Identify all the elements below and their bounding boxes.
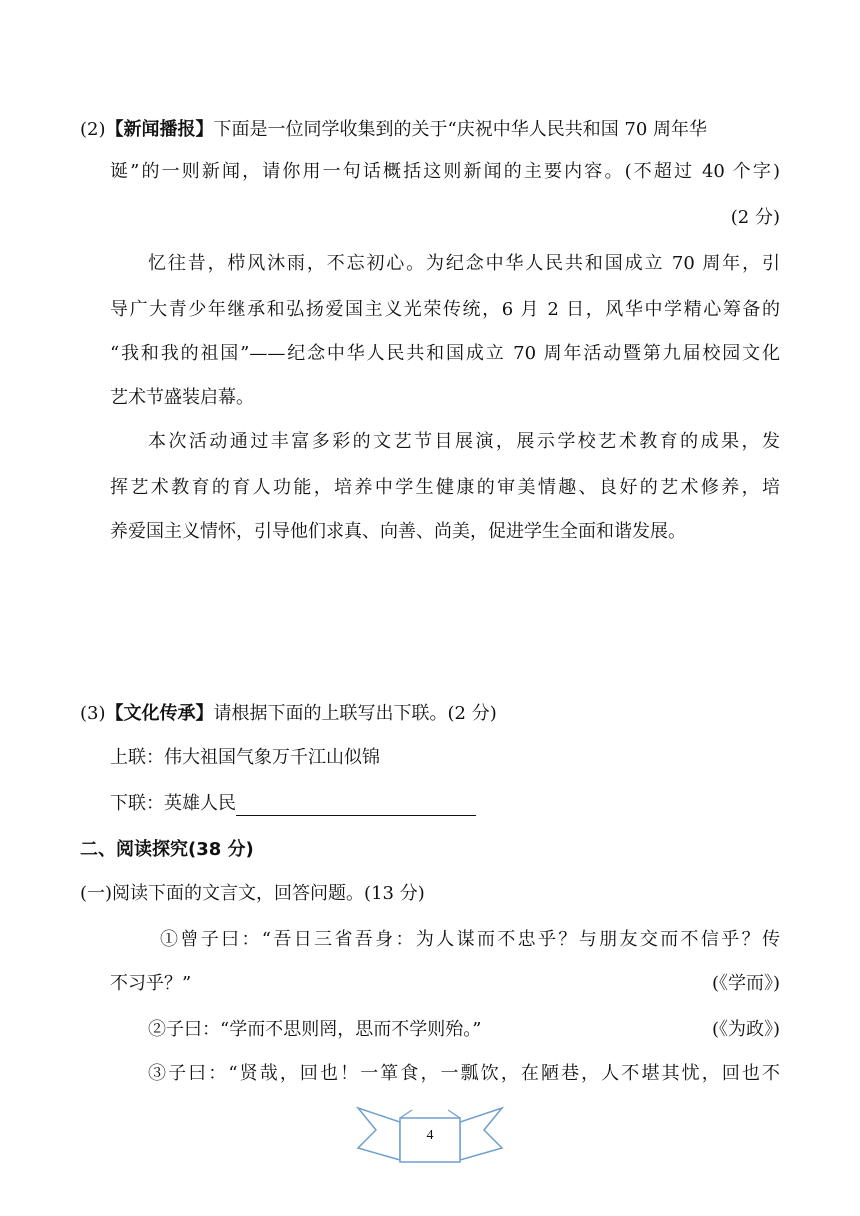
lower-couplet-line [110, 792, 476, 816]
classical-q3-line: ③子曰：“贤哉，回也！一箪食，一瓢饮，在陋巷，人不堪其忧，回也不 [148, 1063, 780, 1084]
news-line-6: 挥艺术教育的育人功能，培养中学生健康的审美情趣、良好的艺术修养，培 [110, 477, 780, 498]
lower-couplet-label: 下联：英雄人民 [110, 793, 236, 814]
q2-score: (2 分) [730, 207, 780, 228]
q3-text: 请根据下面的上联写出下联。(2 分) [213, 703, 497, 724]
reading-subheading: (一)阅读下面的文言文，回答问题。(13 分) [80, 883, 425, 904]
q2-tag: 【新闻播报】 [105, 119, 214, 140]
news-line-5: 本次活动通过丰富多彩的文艺节目展演，展示学校艺术教育的成果，发 [148, 431, 780, 452]
section-heading: 二、阅读探究(38 分) [80, 839, 254, 860]
q2-number: (2) [80, 119, 106, 140]
q3-line [80, 702, 497, 726]
page-number: 4 [426, 1128, 434, 1143]
news-line-1: 忆往昔，栉风沐雨，不忘初心。为纪念中华人民共和国成立 70 周年，引 [148, 253, 780, 274]
classical-q2-line: ②子曰：“学而不思则罔，思而不学则殆。” [148, 1019, 482, 1040]
q3-number: (3) [80, 703, 106, 724]
q3-tag: 【文化传承】 [105, 703, 214, 724]
q2-line1 [80, 118, 707, 142]
answer-blank[interactable] [236, 797, 476, 816]
classical-q2-source: (《为政》) [711, 1019, 780, 1040]
news-line-4: 艺术节盛装启幕。 [110, 387, 254, 408]
news-line-7: 养爱国主义情怀，引导他们求真、向善、尚美，促进学生全面和谐发展。 [110, 521, 686, 542]
upper-couplet: 上联：伟大祖国气象万千江山似锦 [110, 747, 380, 768]
news-line-3: “我和我的祖国”——纪念中华人民共和国成立 70 周年活动暨第九届校园文化 [110, 343, 780, 364]
news-line-2: 导广大青少年继承和弘扬爱国主义光荣传统，6 月 2 日，风华中学精心筹备的 [110, 299, 780, 320]
q2-line2: 诞”的一则新闻，请你用一句话概括这则新闻的主要内容。(不超过 40 个字) [110, 161, 780, 182]
classical-q1-source: (《学而》) [711, 973, 780, 994]
classical-q1-line2: 不习乎？” [110, 973, 192, 994]
q2-line1-text: 下面是一位同学收集到的关于“庆祝中华人民共和国 70 周年华 [213, 119, 708, 140]
classical-q1-line1: ①曾子曰：“吾日三省吾身：为人谋而不忠乎？与朋友交而不信乎？传 [160, 929, 780, 950]
